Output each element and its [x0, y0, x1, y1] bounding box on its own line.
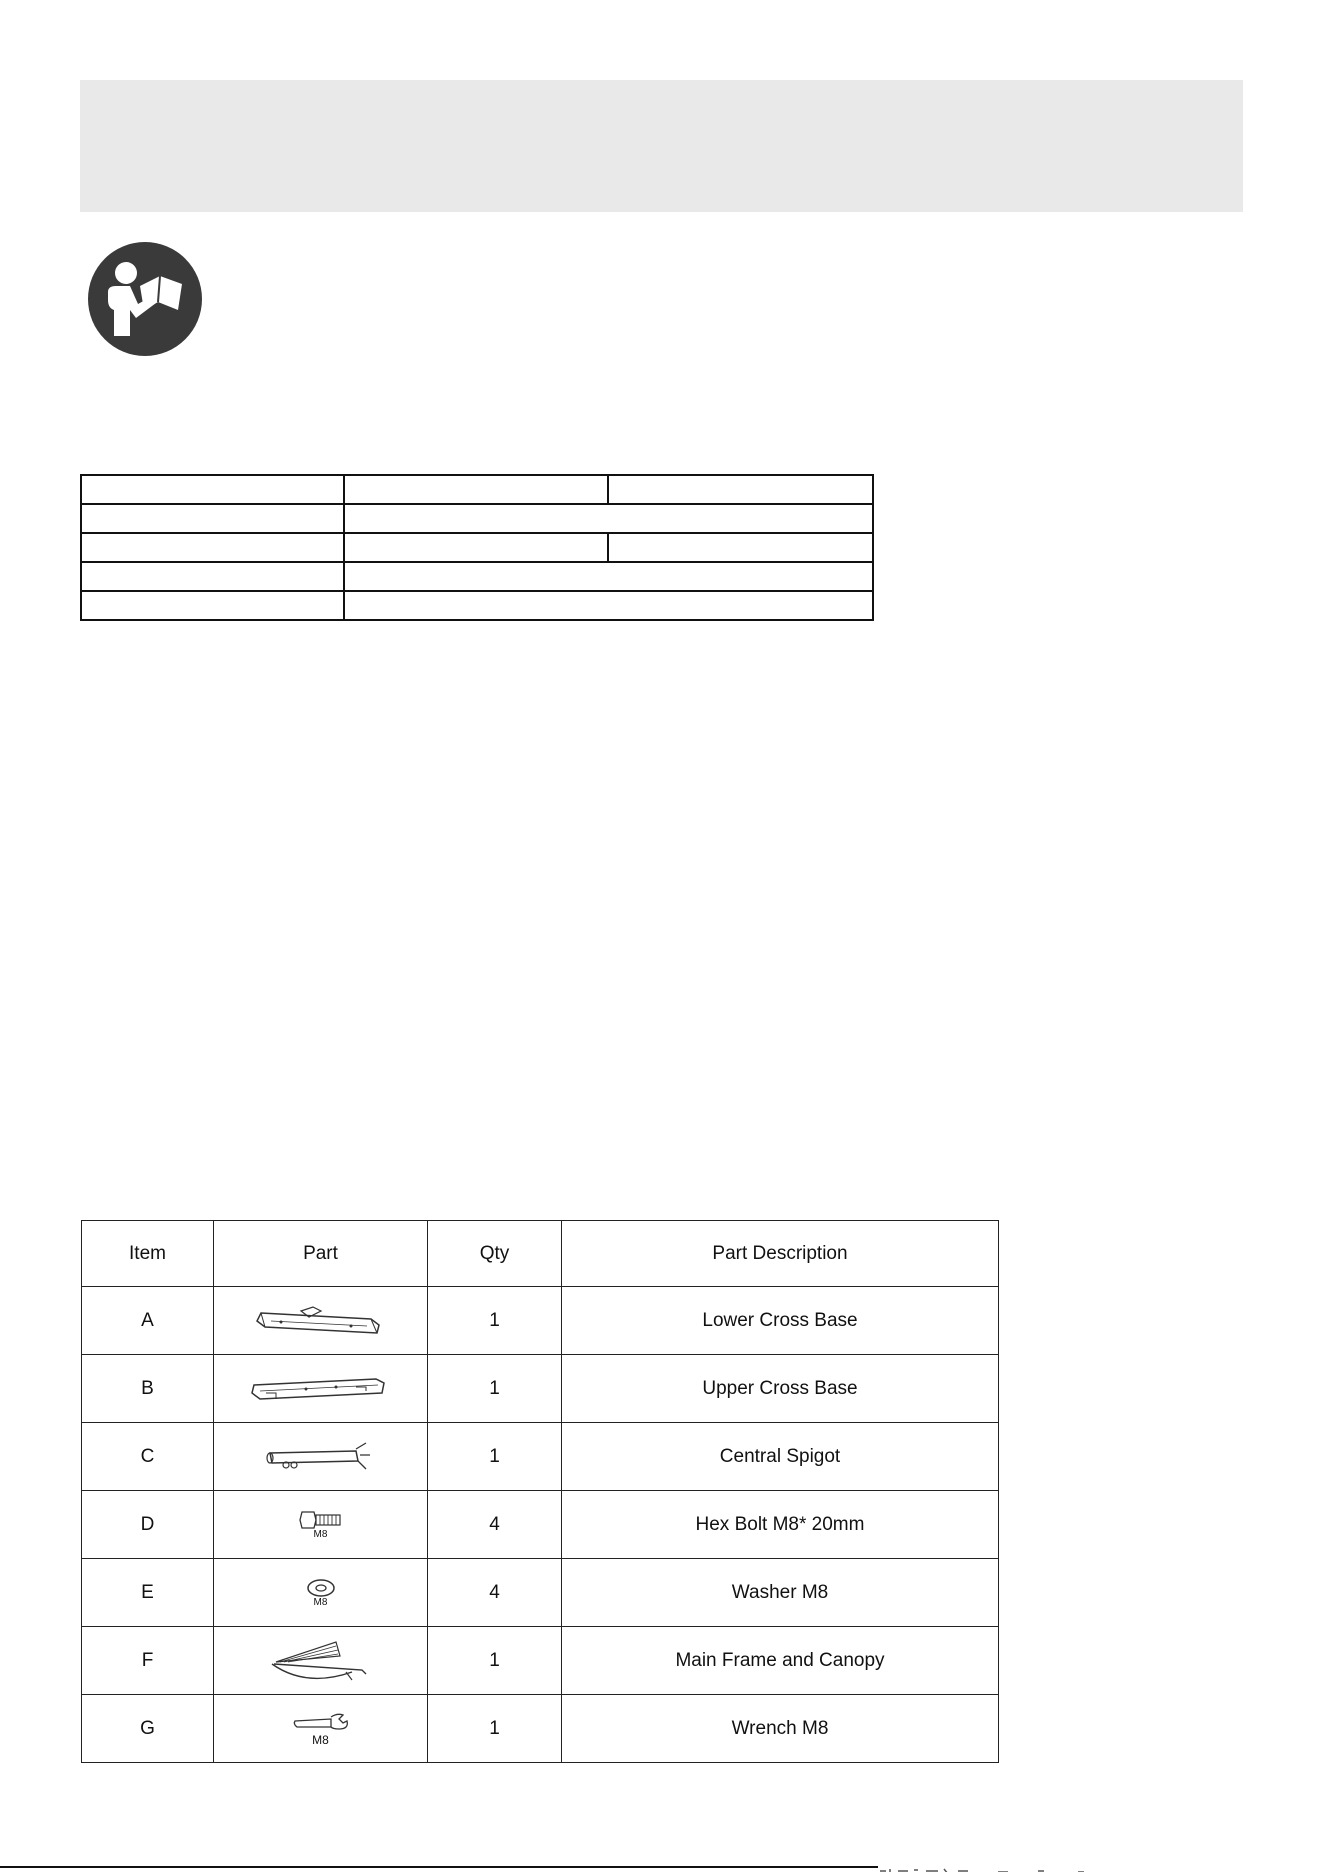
part-description: Upper Cross Base	[562, 1355, 999, 1423]
spec-cell	[344, 591, 873, 620]
table-row	[82, 1491, 999, 1559]
main-frame-canopy-icon	[266, 1636, 376, 1686]
part-size-label: M8	[313, 1529, 328, 1540]
quantity: 1	[428, 1423, 562, 1491]
part-description: Lower Cross Base	[562, 1287, 999, 1355]
central-spigot-icon	[256, 1439, 386, 1475]
item-letter: A	[82, 1287, 214, 1355]
spec-cell	[81, 591, 344, 620]
item-letter: E	[82, 1559, 214, 1627]
washer-icon	[304, 1577, 338, 1599]
table-row	[82, 1355, 999, 1423]
part-image-cell	[214, 1695, 428, 1763]
parts-header-row	[82, 1221, 999, 1287]
part-description: Central Spigot	[562, 1423, 999, 1491]
spec-row	[81, 504, 873, 533]
table-row	[82, 1627, 999, 1695]
spec-cell	[344, 504, 873, 533]
spec-cell	[81, 533, 344, 562]
parts-list-table	[81, 1220, 999, 1763]
part-image-cell	[214, 1423, 428, 1491]
cropped-text-fragment	[878, 1862, 1128, 1872]
quantity: 1	[428, 1627, 562, 1695]
item-letter: C	[82, 1423, 214, 1491]
spec-cell	[608, 475, 873, 504]
spec-cell	[344, 562, 873, 591]
header-qty: Qty	[428, 1221, 562, 1287]
wrench-icon	[291, 1711, 351, 1735]
part-image-cell	[214, 1491, 428, 1559]
quantity: 1	[428, 1355, 562, 1423]
quantity: 4	[428, 1491, 562, 1559]
specification-table	[80, 474, 874, 621]
quantity: 4	[428, 1559, 562, 1627]
part-image-cell	[214, 1627, 428, 1695]
quantity: 1	[428, 1287, 562, 1355]
spec-cell	[81, 475, 344, 504]
part-image-cell	[214, 1287, 428, 1355]
part-image-cell	[214, 1559, 428, 1627]
table-row	[82, 1287, 999, 1355]
part-description: Wrench M8	[562, 1695, 999, 1763]
read-manual-icon	[86, 240, 204, 358]
hex-bolt-icon	[296, 1509, 346, 1531]
spec-row	[81, 562, 873, 591]
table-row	[82, 1423, 999, 1491]
spec-cell	[344, 533, 608, 562]
spec-cell	[81, 504, 344, 533]
item-letter: B	[82, 1355, 214, 1423]
item-letter: F	[82, 1627, 214, 1695]
table-row	[82, 1695, 999, 1763]
header-item: Item	[82, 1221, 214, 1287]
header-description: Part Description	[562, 1221, 999, 1287]
upper-cross-base-icon	[246, 1369, 396, 1409]
part-size-label: M8	[312, 1732, 329, 1747]
header-band	[80, 80, 1243, 212]
item-letter: D	[82, 1491, 214, 1559]
spec-row	[81, 475, 873, 504]
item-letter: G	[82, 1695, 214, 1763]
bottom-rule	[0, 1866, 878, 1868]
spec-row	[81, 533, 873, 562]
table-row	[82, 1559, 999, 1627]
part-description: Hex Bolt M8* 20mm	[562, 1491, 999, 1559]
spec-cell	[344, 475, 608, 504]
spec-cell	[81, 562, 344, 591]
spec-row	[81, 591, 873, 620]
lower-cross-base-icon	[251, 1301, 391, 1341]
part-description: Washer M8	[562, 1559, 999, 1627]
spec-cell	[608, 533, 873, 562]
quantity: 1	[428, 1695, 562, 1763]
part-size-label: M8	[313, 1597, 328, 1608]
part-image-cell	[214, 1355, 428, 1423]
part-description: Main Frame and Canopy	[562, 1627, 999, 1695]
header-part: Part	[214, 1221, 428, 1287]
